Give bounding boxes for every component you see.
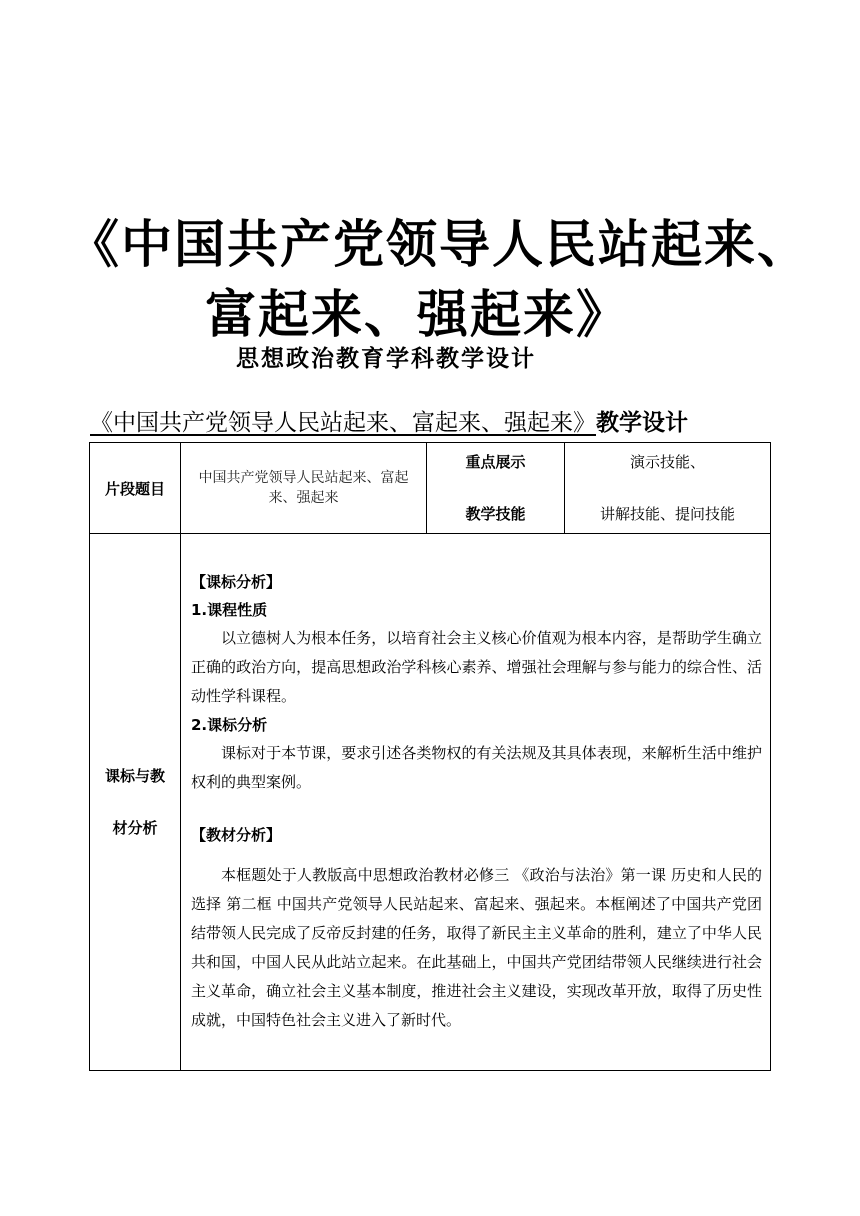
analysis-label [90, 534, 181, 1071]
textbook-text-part2: 本框阐述了中国共产党团结带领人民完成了反帝反封建的任务，取得了新民主主义革命的胜利，建立了中华人民共和国，中国人民从此站立起来。在此基础上，中国共产党团结带领人民继续进行社会主义革命，确立社会主义基本制度，推进社会主义建设，实现改革开放，取得了历史性成就，中国特色社会主义进入了新时代。 [191, 895, 762, 1029]
skills-line1: 演示技能、 [629, 453, 705, 471]
focus-skill-label-line2: 教学技能 [465, 505, 526, 523]
table-row-topic [90, 443, 771, 534]
subtitle: 思想政治教育学科教学设计 [236, 345, 536, 372]
table-row-analysis [90, 534, 771, 1071]
skills-line2: 讲解技能、提问技能 [599, 505, 735, 523]
lesson-design-table [89, 442, 771, 1071]
design-heading-suffix: 教学设计 [596, 410, 688, 436]
title-line-1: 《中国共产党领导人民站起来、 [68, 215, 811, 275]
course-nature-title: 1.课程性质 [191, 601, 268, 619]
focus-skill-label [427, 443, 565, 534]
focus-skill-value [565, 443, 771, 534]
course-nature-text: 以立德树人为根本任务，以培育社会主义核心价值观为根本内容，是帮助学生确立正确的政治方向，提高思想政治学科核心素养、增强社会理解与参与能力的综合性、活动性学科课程。 [191, 629, 762, 705]
design-heading [90, 404, 688, 437]
segment-topic-value [181, 443, 427, 534]
focus-skill-label-line1: 重点展示 [465, 453, 526, 471]
textbook-text-part1: 本框题处于人教版高中思想政治教材必修三 《政治与法治》第一课 历史和人民的选择 第二框 中国共产党领导人民站起来、富起来、强起来。 [191, 866, 762, 913]
textbook-analysis-text [191, 861, 762, 1035]
design-heading-title: 《中国共产党领导人民站起来、富起来、强起来》 [90, 410, 596, 436]
analysis-label-line1: 课标与教 [104, 767, 165, 785]
textbook-analysis-header: 【教材分析】 [191, 826, 282, 844]
standard-analysis-text: 课标对于本节课，要求引述各类物权的有关法规及其具体表现，来解析生活中维护权利的典型案例。 [191, 744, 762, 791]
segment-topic-label: 片段题目 [90, 443, 181, 534]
standard-analysis-header: 【课标分析】 [191, 573, 282, 591]
title-line-2: 富起来、强起来》 [205, 285, 630, 345]
segment-topic-text: 中国共产党领导人民站起来、富起来、强起来 [198, 470, 409, 506]
analysis-content [181, 534, 771, 1071]
standard-analysis-title: 2.课标分析 [191, 716, 268, 734]
analysis-label-line2: 材分析 [112, 819, 158, 837]
